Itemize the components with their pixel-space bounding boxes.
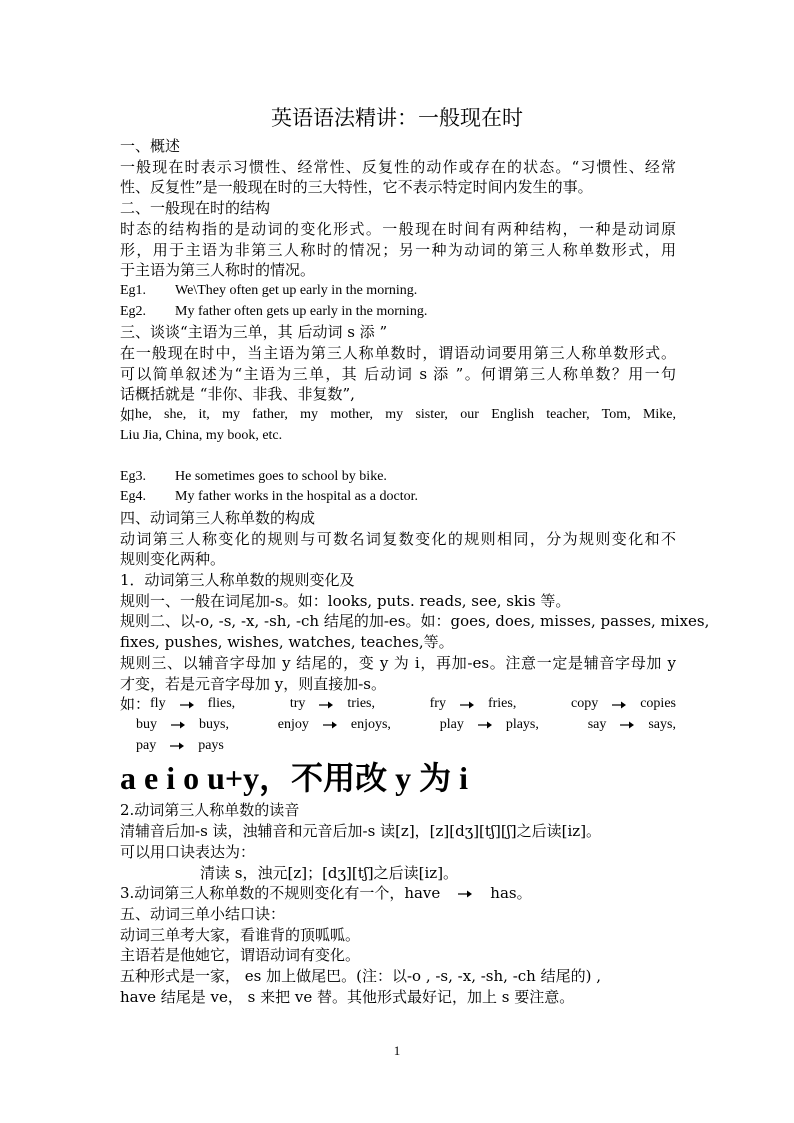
paragraph-line: 动词第三人称变化的规则与可数名词复数变化的规则相同，分为规则变化和不: [120, 529, 676, 548]
verb-base: play: [439, 716, 464, 732]
verb-base: enjoy: [277, 716, 309, 732]
examples-row-1: [120, 694, 676, 715]
verb-third-person: says,: [648, 716, 676, 732]
example-pair: [120, 694, 235, 715]
example-text: My father often gets up early in the morning.: [175, 303, 428, 319]
paragraph-line: 时态的结构指的是动词的变化形式。一般现在时间有两种结构，一种是动词原: [120, 219, 676, 238]
mnemonic-line: have 结尾是 ve， s 来把 ve 替。其他形式最好记，加上 s 要注意。: [120, 987, 575, 1006]
verb-third-person: buys,: [199, 716, 229, 732]
right-arrow-icon: [612, 700, 626, 710]
paragraph-line: 可以用口诀表达为：: [120, 842, 256, 861]
right-arrow-icon: [171, 720, 185, 730]
examples-row-2: [120, 715, 676, 736]
document-body: [120, 136, 710, 1007]
example-text: He sometimes goes to school by bike.: [175, 468, 387, 484]
right-arrow-icon: [180, 700, 194, 710]
right-arrow-icon: [323, 720, 337, 730]
example-text: My father works in the hospital as a doctor.: [175, 489, 419, 505]
verb-third-person: tries,: [347, 696, 375, 712]
pronunciation-mnemonic: 清读 s，浊元[z]；[dʒ][tʃ]之后读[iz]。: [200, 863, 459, 882]
verb-base: fry: [429, 696, 446, 712]
right-arrow-icon: [460, 700, 474, 710]
paragraph-line: 于主语为第三人称时的情况。: [120, 261, 316, 280]
example-label: Eg2.: [120, 303, 147, 319]
verb-base: buy: [136, 716, 157, 732]
pronunciation-rule: 清辅音后加-s 读，浊辅音和元音后加-s 读[z]，[z][dʒ][tʃ][ʃ]之后读[iz]。: [120, 822, 602, 841]
verb-base: try: [289, 696, 306, 712]
example-label: Eg3.: [120, 468, 147, 484]
section-2-heading: 二、一般现在时的结构: [120, 199, 271, 218]
subsection-1-heading: 1．动词第三人称单数的规则变化及: [120, 571, 355, 590]
verb-third-person: plays,: [505, 716, 539, 732]
section-4-heading: 四、动词第三人称单数的构成: [120, 508, 316, 527]
rule-2: 规则二、以-o, -s, -x, -sh, -ch 结尾的加-es。如：goes, does, misses, passes, mixes,: [120, 612, 710, 631]
mnemonic-line: 五种形式是一家， es 加上做尾巴。(注：以-o , -s, -x, -sh, -ch 结尾的) ,: [120, 967, 601, 986]
irregular-text: 3.动词第三人称单数的不规则变化有一个，have: [120, 884, 441, 903]
pronoun-list: he, she, it, my father, my mother, my sister, our English teacher, Tom, Mike,: [135, 407, 676, 423]
verb-base: copy: [571, 696, 599, 712]
example-text: We\They often get up early in the morning.: [175, 282, 418, 298]
right-arrow-icon: [478, 720, 492, 730]
right-arrow-icon: [170, 741, 184, 751]
verb-third-person: fries,: [487, 696, 517, 712]
example-pair: [440, 715, 539, 736]
example-pair: [588, 715, 676, 736]
example-pair: [136, 715, 229, 736]
example-eg4: [120, 487, 676, 508]
subsection-2-heading: 2.动词第三人称单数的读音: [120, 801, 300, 820]
paragraph-line: 话概括就是 “非你、非我、非复数”,: [120, 385, 355, 404]
verb-base: say: [587, 716, 607, 732]
paragraph-line: 规则变化两种。: [120, 550, 226, 569]
rule-1: 规则一、一般在词尾加-s。如：looks, puts. reads, see, skis 等。: [120, 591, 571, 610]
verb-third-person: pays: [198, 737, 224, 753]
example-pair: [430, 694, 517, 715]
section-1-heading: 一、概述: [120, 137, 181, 155]
rule-2-cont: fixes, pushes, wishes, watches, teaches,等。: [120, 633, 454, 652]
example-eg3: [120, 467, 676, 488]
section-3-heading: 三、谈谈“主语为三单，其 后动词 s 添 ”: [120, 323, 388, 342]
paragraph-line: [120, 405, 676, 426]
rule-3-cont: 才变，若是元音字母加 y，则直接加-s。: [120, 674, 387, 693]
right-arrow-icon: [319, 700, 333, 710]
verb-base: pay: [136, 737, 157, 753]
verb-third-person: flies,: [207, 696, 236, 712]
irregular-result: has。: [490, 884, 532, 903]
example-prefix: 如: [120, 406, 136, 425]
paragraph-line: 可以简单叙述为“主语为三单，其 后动词 s 添 ”。何谓第三人称单数？用一句: [120, 364, 676, 383]
verb-base: fly: [150, 696, 166, 712]
example-pair: [571, 694, 676, 715]
mnemonic-line: 动词三单考大家，看谁背的顶呱呱。: [120, 925, 361, 944]
examples-row-3: [120, 736, 676, 757]
page-title: 英语语法精讲：一般现在时: [271, 106, 523, 130]
blank-line: [120, 447, 676, 467]
right-arrow-icon: [620, 720, 634, 730]
example-eg1: [120, 281, 676, 302]
mnemonic-line: 主语若是他她它，谓语动词有变化。: [120, 946, 361, 965]
subsection-3-irregular: [120, 883, 676, 904]
right-arrow-icon: [458, 889, 472, 899]
vowel-y-rule: a e i o u+y，不用改 y 为 i: [120, 760, 469, 797]
example-label: Eg4.: [120, 489, 147, 505]
verb-third-person: copies: [640, 696, 676, 712]
pronoun-list-cont: Liu Jia, China, my book, etc.: [120, 427, 283, 443]
verb-third-person: enjoys,: [350, 716, 391, 732]
example-pair: [136, 736, 224, 757]
rule-3: 规则三、以辅音字母加 y 结尾的，变 y 为 i，再加-es。注意一定是辅音字母加 y: [120, 653, 676, 672]
example-label: Eg1.: [120, 282, 147, 298]
paragraph-line: 在一般现在时中，当主语为第三人称单数时，谓语动词要用第三人称单数形式。: [120, 344, 676, 363]
paragraph-line: 一般现在时表示习惯性、经常性、反复性的动作或存在的状态。“习惯性、经常: [120, 157, 676, 176]
examples-prefix: 如：: [120, 695, 151, 714]
paragraph-line: 形，用于主语为非第三人称时的情况；另一种为动词的第三人称单数形式，用: [120, 240, 676, 259]
example-pair: [278, 715, 391, 736]
example-pair: [290, 694, 375, 715]
paragraph-line: 性、反复性”是一般现在时的三大特性，它不表示特定时间内发生的事。: [120, 178, 593, 197]
page-number: 1: [393, 1043, 401, 1058]
example-eg2: [120, 302, 676, 323]
section-5-heading: 五、动词三单小结口诀：: [120, 904, 286, 923]
